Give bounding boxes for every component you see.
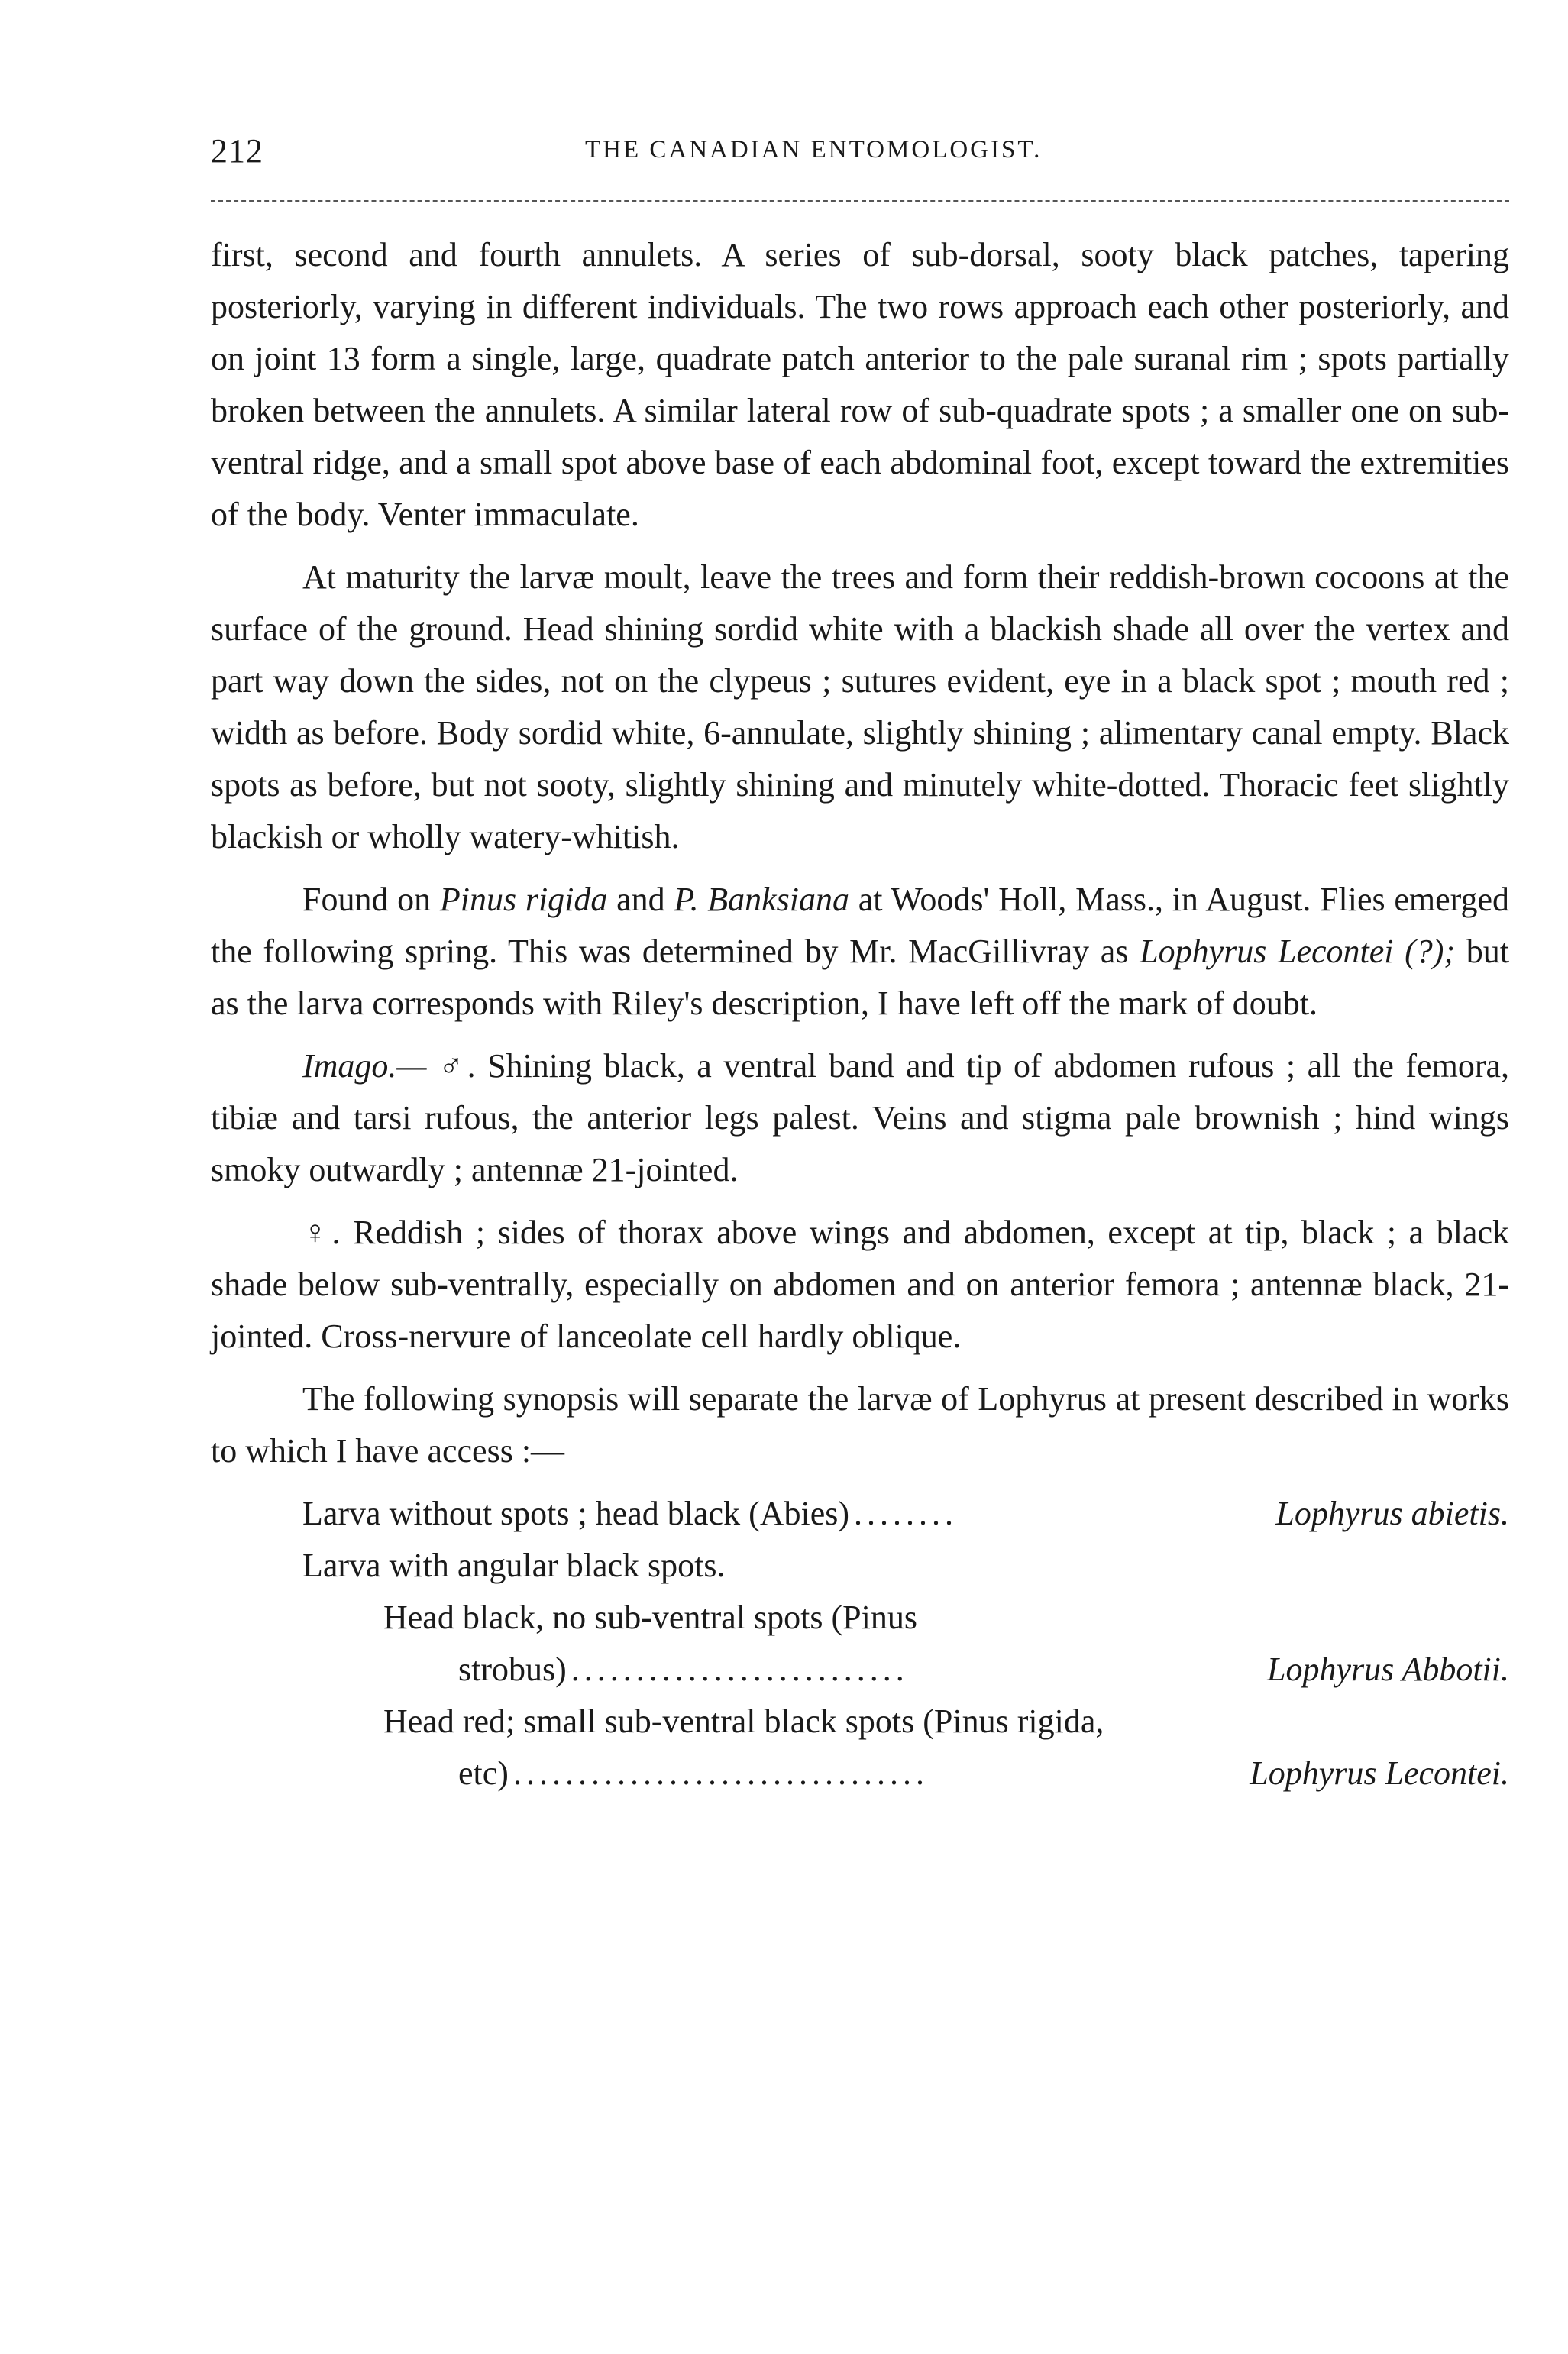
page-header [211, 131, 1509, 185]
synopsis-text: strobus) [458, 1651, 567, 1688]
species-name: P. Banksiana [674, 881, 850, 918]
page-number: 212 [211, 132, 263, 170]
species-name: Lophyrus Lecontei (?); [1140, 933, 1456, 970]
synopsis-list [211, 1488, 1509, 1799]
paragraph-female: ♀. Reddish ; sides of thorax above wings and abdomen, except at tip, black ; a black shade below sub-ventrally, especially on abdomen and on anterior femora ; antennæ black, 21-jointed. Cross-nervure of lanceolate cell hardly oblique. [211, 1214, 1509, 1355]
synopsis-entry [302, 1488, 1509, 1540]
section-label: Imago.— [302, 1047, 427, 1085]
paragraph-maturity: At maturity the larvæ moult, leave the trees and form their reddish-brown cocoons at the surface of the ground. Head shining sordid white with a blackish shade all over the vertex and part way down the sides, not on the clypeus ; sutures evident, eye in a black spot ; mouth red ; width as before. Body sordid white, 6-annulate, slightly shining ; alimentary canal empty. Black spots as before, but not sooty, slightly shining and minutely white-dotted. Thoracic feet slightly blackish or wholly watery-whitish. [211, 558, 1509, 855]
synopsis-entry: Head black, no sub-ventral spots (Pinus [383, 1599, 917, 1636]
species-name: Lophyrus Lecontei. [1250, 1754, 1509, 1792]
species-name: Lophyrus Abbotii. [1266, 1651, 1509, 1688]
leader-dots: ........ [854, 1495, 959, 1532]
text-segment: at Woods' Holl, Mass., in August. Flies emerged the following spring. This was determined by Mr. MacGillivray as [211, 881, 1509, 970]
synopsis-entry: Head red; small sub-ventral black spots (Pinus rigida, [383, 1702, 1104, 1740]
text-segment: Found on [302, 881, 440, 918]
text-segment: ♂. Shining black, a ventral band and tip of abdomen rufous ; all the femora, tibiæ and tarsi rufous, the anterior legs palest. Veins and stigma pale brownish ; hind wings smoky outwardly ; antennæ 21-jointed. [211, 1047, 1509, 1188]
leader-dots: .......................... [571, 1651, 909, 1688]
leader-dots: ................................ [512, 1754, 929, 1792]
species-name: Lophyrus abietis. [1275, 1495, 1509, 1532]
running-title: THE CANADIAN ENTOMOLOGIST. [585, 136, 1043, 163]
paragraph-synopsis-intro: The following synopsis will separate the larvæ of Lophyrus at present described in works to which I have access :— [211, 1380, 1509, 1470]
paragraph-larva-description: first, second and fourth annulets. A series of sub-dorsal, sooty black patches, tapering posteriorly, varying in different individuals. The two rows approach each other posteriorly, and on joint 13 form a single, large, quadrate patch anterior to the pale suranal rim ; spots partially broken between the annulets. A similar lateral row of sub-quadrate spots ; a smaller one on sub-ventral ridge, and a small spot above base of each abdominal foot, except toward the extremities of the body. Venter immaculate. [211, 236, 1509, 533]
synopsis-entry-continuation [458, 1748, 1509, 1799]
text-segment: but as the larva corresponds with Riley's description, I have left off the mark of doubt. [211, 933, 1509, 1022]
species-name: Pinus rigida [439, 881, 608, 918]
header-rule [211, 200, 1509, 202]
body-text [211, 229, 1509, 1799]
synopsis-text: etc) [458, 1754, 509, 1792]
paragraph-found-on [211, 874, 1509, 1030]
synopsis-heading: Larva with angular black spots. [302, 1547, 726, 1584]
synopsis-entry-continuation [458, 1644, 1509, 1696]
text-segment: and [607, 881, 674, 918]
synopsis-text: Larva without spots ; head black (Abies) [302, 1495, 850, 1532]
paragraph-imago-male [211, 1040, 1509, 1196]
